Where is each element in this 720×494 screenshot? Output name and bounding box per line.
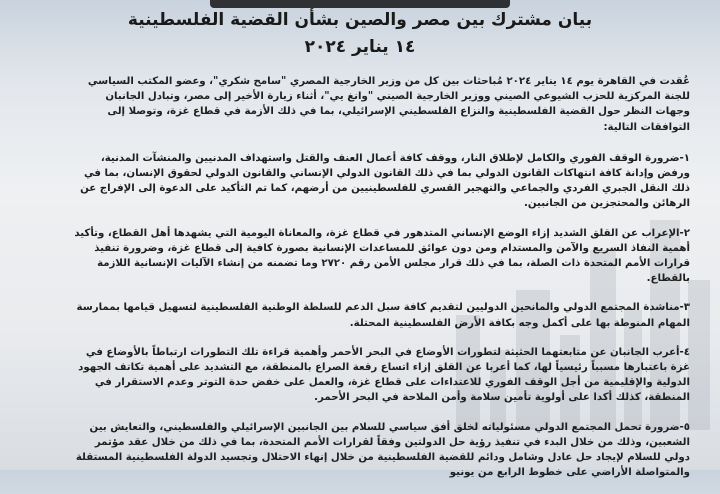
statement-title: بيان مشترك بين مصر والصين بشأن القضية الفلسطينية <box>127 10 593 30</box>
intro-paragraph: عُقدت في القاهرة يوم ١٤ يناير ٢٠٢٤ مُباحثات بين كل من وزير الخارجية المصري "سامح شكري"، وعضو المكتب السياسي للجنة المركزية للحزب الشيوعي الصيني ووزير الخارجية الصيني "وانغ يي"، أثناء زيارة الأخير إلى مصر، وتبادل الجانبان وجهات النظر حول القضية الفلسطينية والنزاع الفلسطيني الإسرائيلي، بما في ذلك الأزمة في قطاع غزة، وتوصلا إلى التوافقات التالية: <box>87 76 690 133</box>
point-3: ٣-مناشدة المجتمع الدولي والمانحين الدوليين لتقديم كافة سبل الدعم للسلطة الوطنية الفلسطينية لتسهيل قيامها بممارسة المهام المنوطة بها على أكمل وجه بكافة الأرض الفلسطينية المحتلة. <box>76 302 690 329</box>
point-5: ٥-ضرورة تحمل المجتمع الدولي مسئولياته لخلق أفق سياسي للسلام بين الجانبين الإسرائيلي والفلسطيني، والتعايش بين الشعبين، وذلك من خلال البدء في تنفيذ رؤية حل الدولتين وفقاً لقرارات الأمم المتحدة، بما في ذلك من خلال عقد مؤتمر دولي للسلام لإيجاد حل عادل وشامل ودائم للقضية الفلسطينية من خلال إنهاء الاحتلال وتجسيد الدولة الفلسطينية المستقلة والمتواصلة الأراضي على خطوط الرابع من يونيو <box>75 421 690 479</box>
point-4: ٤-أعرب الجانبان عن متابعتهما الحثيثة لتطورات الأوضاع في البحر الأحمر وأهمية قراءة تلك التطورات ارتباطاً بالأوضاع في غزة باعتبارها مسبباً رئيسياً لها، كما أعربا عن القلق إزاء اتساع رقعة الصراع بالمنطقة، مع التشديد على أهمية تكاتف الجهود الدولية والإقليمية من أجل الوقف الفوري للاعتداءات على قطاع غزة، والعمل على خفض حدة التوتر وعدم الاستقرار في المنطقة، كذلك أكدا على أولوية تأمين سلامة وأمن الملاحة في البحر الأحمر. <box>78 346 690 404</box>
header-banner-remnant <box>210 0 510 8</box>
statement-body <box>68 74 690 494</box>
point-1: ١-ضرورة الوقف الفوري والكامل لإطلاق النار، ووقف كافة أعمال العنف والقتل واستهداف المدنيين والمنشآت المدنية، ورفض وإدانة كافة انتهاكات القانون الدولي بما في ذلك القانون الدولي الإنساني والقانون الدولي لحقوق الإنسان، بما في ذلك النقل الجبري الفردي والجماعي والتهجير القسري للفلسطينيين من أرضهم، كما تم التأكيد على الدعوة إلى الإفراج عن الرهائن والمحتجزين من الجانبين. <box>80 152 690 210</box>
statement-date: ١٤ يناير ٢٠٢٤ <box>304 37 416 57</box>
point-2: ٢-الإعراب عن القلق الشديد إزاء الوضع الإنساني المتدهور في قطاع غزة، والمعاناة اليومية التي يشهدها أهل القطاع، وتأكيد أهمية النفاذ السريع والآمن والمستدام ومن دون عوائق للمساعدات الإنسانية بصورة كافية إلى قطاع غزة، وضرورة تنفيذ قرارات الأمم المتحدة ذات الصلة، بما في ذلك قرار مجلس الأمن رقم ٢٧٢٠ وما تضمنه من إنشاء الآليات الإنسانية اللازمة بالقطاع. <box>74 227 690 285</box>
